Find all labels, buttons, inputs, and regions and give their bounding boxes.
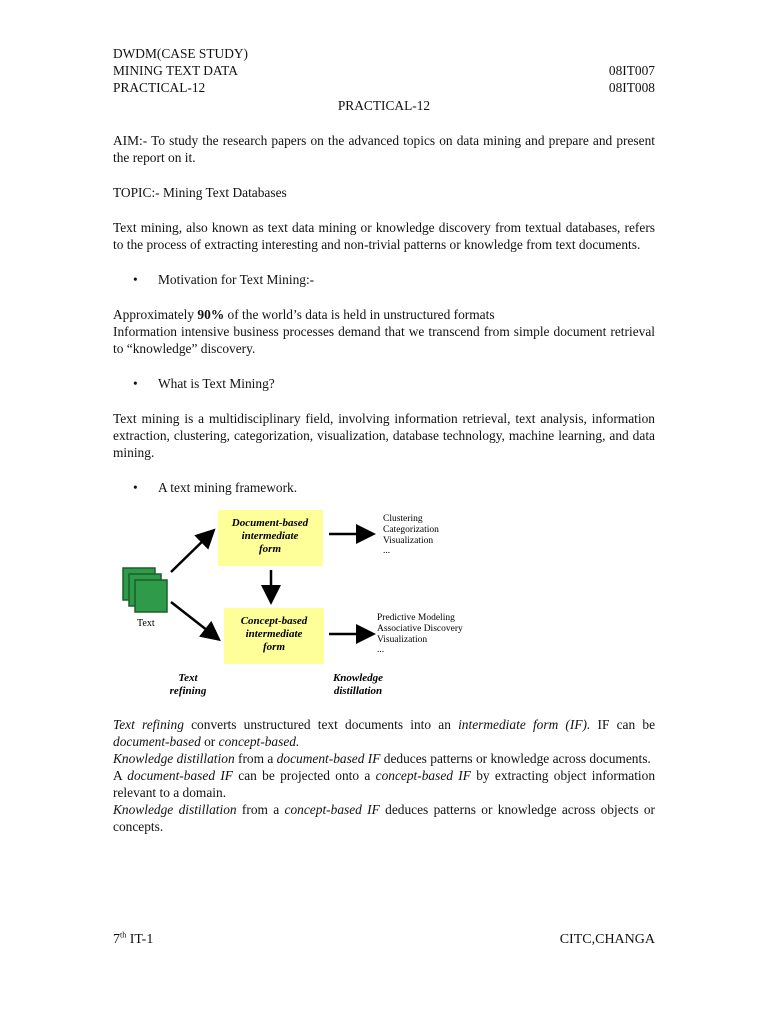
document-body	[113, 132, 655, 835]
text-documents-icon	[123, 568, 167, 612]
doc-box-line-1: Document-based	[231, 517, 309, 529]
motivation-post: of the world’s data is held in unstructured formats	[224, 307, 495, 322]
motivation-pre: Approximately	[113, 307, 198, 322]
doc-output-visualization: Visualization	[383, 536, 434, 546]
intro-paragraph: Text mining, also known as text data mining or knowledge discovery from textual databases, refers to the process of extracting interesting and non-trivial patterns or knowledge from text documents.	[113, 220, 655, 252]
definition-paragraph: Text mining is a multidisciplinary field, involving information retrieval, text analysis, information extraction, clustering, categorization, visualization, database technology, machine learning, and data mining.	[113, 411, 655, 460]
stage-labels	[170, 672, 384, 697]
bullet-framework-text: A text mining framework.	[158, 480, 298, 495]
bullet-dot: •	[133, 272, 138, 287]
header-practical: PRACTICAL-12	[113, 80, 206, 95]
doc-output-categorization: Categorization	[383, 525, 439, 535]
concept-based-box	[224, 608, 324, 664]
doc-box-line-3: form	[259, 543, 281, 555]
bullet-dot: •	[133, 376, 138, 391]
doc-output-ellipsis: ...	[383, 546, 391, 556]
page-title: PRACTICAL-12	[337, 98, 431, 113]
header-course: DWDM(CASE STUDY)	[113, 46, 249, 61]
bullet-motivation-text: Motivation for Text Mining:-	[158, 272, 315, 287]
footer-semester: 7th IT-1	[113, 930, 154, 947]
bullet-dot: •	[133, 480, 138, 495]
doc-box-line-2: intermediate	[241, 530, 299, 542]
footer-institute: CITC,CHANGA	[559, 932, 655, 947]
page-footer	[113, 931, 655, 948]
concept-output-ellipsis: ...	[377, 645, 385, 655]
bullet-framework	[113, 479, 655, 496]
bullet-what-is	[113, 375, 655, 392]
doc-outputs-list	[383, 514, 439, 556]
text-refining-label-2: refining	[169, 685, 207, 697]
header-id-2: 08IT008	[608, 80, 655, 95]
header-id-1: 08IT007	[608, 63, 655, 78]
motivation-line-2: Information intensive business processes demand that we transcend from simple document retrieval to “knowledge” discovery.	[113, 324, 655, 356]
concept-outputs-list	[377, 613, 463, 655]
explanation-paragraph-2: Knowledge distillation from a document-based IF deduces patterns or knowledge across documents.	[113, 751, 651, 766]
explanation-paragraph-3: A document-based IF can be projected onto a concept-based IF by extracting object information relevant to a domain.	[113, 768, 656, 800]
text-source-label: Text	[137, 618, 155, 629]
topic-line: TOPIC:- Mining Text Databases	[113, 185, 287, 200]
motivation-line-1	[113, 306, 655, 323]
document-based-box	[218, 510, 323, 566]
text-refining-label-1: Text	[178, 672, 198, 684]
concept-output-predictive: Predictive Modeling	[377, 613, 455, 623]
explanation-paragraph-4: Knowledge distillation from a concept-based IF deduces patterns or knowledge across objects or concepts.	[113, 802, 655, 834]
header-subject: MINING TEXT DATA	[113, 63, 238, 78]
page-header	[113, 45, 655, 96]
explanation-paragraph-1: Text refining converts unstructured text documents into an intermediate form (IF). IF can be document-based or concept-based.	[113, 717, 656, 749]
concept-output-visualization: Visualization	[377, 635, 428, 645]
knowledge-distillation-label-1: Knowledge	[332, 672, 384, 684]
bullet-motivation	[113, 271, 655, 288]
framework-svg	[113, 506, 655, 706]
knowledge-distillation-label-2: distillation	[333, 685, 383, 697]
concept-box-line-2: intermediate	[245, 628, 303, 640]
bullet-what-is-text: What is Text Mining?	[158, 376, 275, 391]
aim-paragraph: AIM:- To study the research papers on the advanced topics on data mining and prepare and present the report on it.	[113, 133, 655, 165]
arrow-text-to-doc	[171, 532, 212, 572]
arrow-text-to-concept	[171, 602, 217, 638]
doc-output-clustering: Clustering	[383, 514, 423, 524]
text-mining-framework-diagram	[113, 506, 655, 706]
concept-box-line-3: form	[263, 641, 285, 653]
concept-box-line-1: Concept-based	[240, 615, 308, 627]
motivation-percent: 90%	[197, 307, 225, 322]
concept-output-associative: Associative Discovery	[377, 624, 463, 634]
